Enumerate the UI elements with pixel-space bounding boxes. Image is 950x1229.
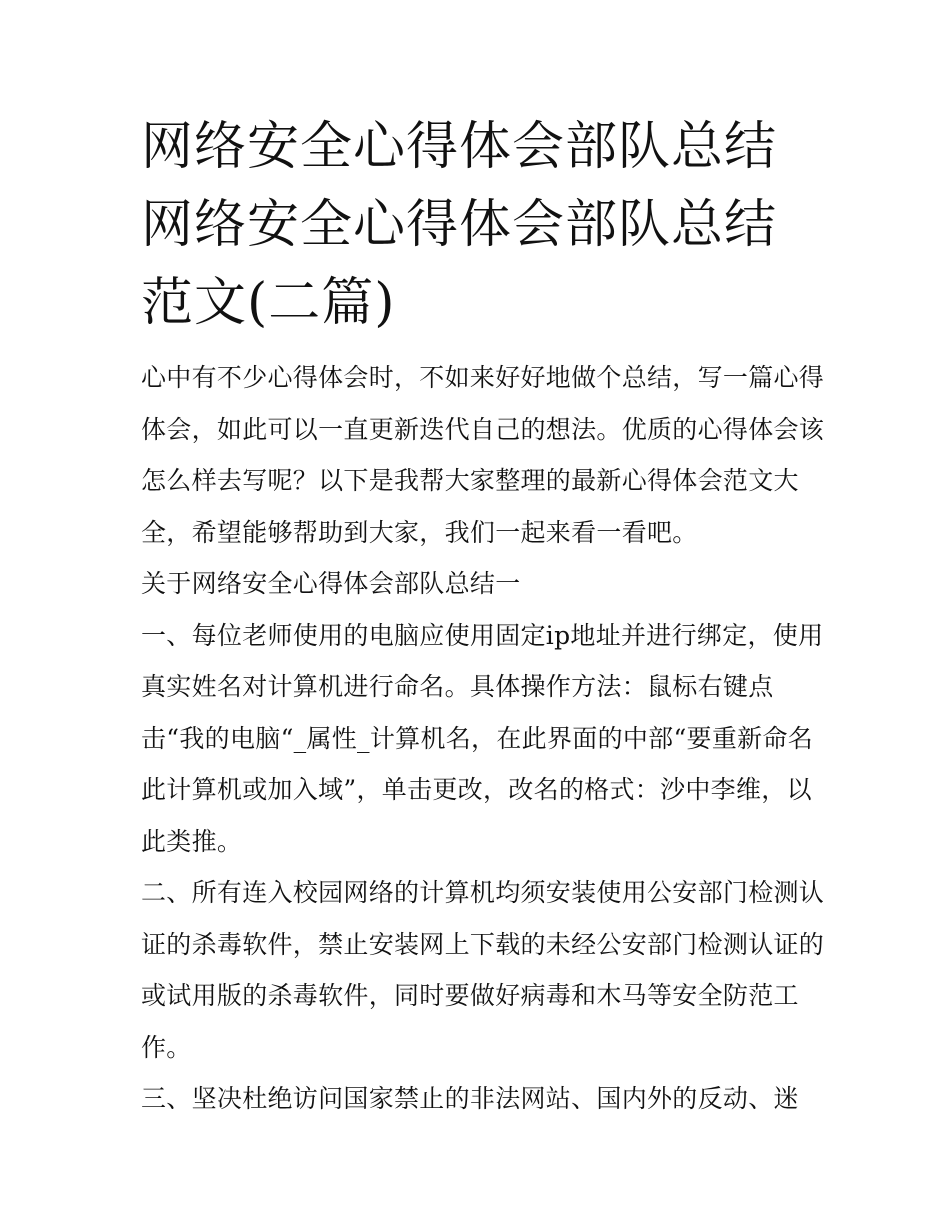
item-one-paragraph: 一、每位老师使用的电脑应使用固定ip地址并进行绑定，使用真实姓名对计算机进行命名。具体操作方法：鼠标右键点击“我的电脑“_属性_计算机名，在此界面的中部“要重新命名此计算机或加入域”，单击更改，改名的格式：沙中李维，以此类推。	[141, 620, 824, 856]
item-three-paragraph: 三、坚决杜绝访问国家禁止的非法网站、国内外的反动、迷	[141, 1084, 799, 1113]
document-body	[141, 352, 831, 1125]
section-heading: 关于网络安全心得体会部队总结一	[141, 569, 521, 598]
document-title: 网络安全心得体会部队总结 网络安全心得体会部队总结范文(二篇)	[141, 117, 778, 333]
intro-paragraph: 心中有不少心得体会时，不如来好好地做个总结，写一篇心得体会，如此可以一直更新迭代自己的想法。优质的心得体会该怎么样去写呢？以下是我帮大家整理的最新心得体会范文大全，希望能够帮助到大家，我们一起来看一看吧。	[141, 363, 825, 547]
item-two-paragraph: 二、所有连入校园网络的计算机均须安装使用公安部门检测认证的杀毒软件，禁止安装网上下载的未经公安部门检测认证的或试用版的杀毒软件，同时要做好病毒和木马等安全防范工作。	[141, 878, 825, 1062]
